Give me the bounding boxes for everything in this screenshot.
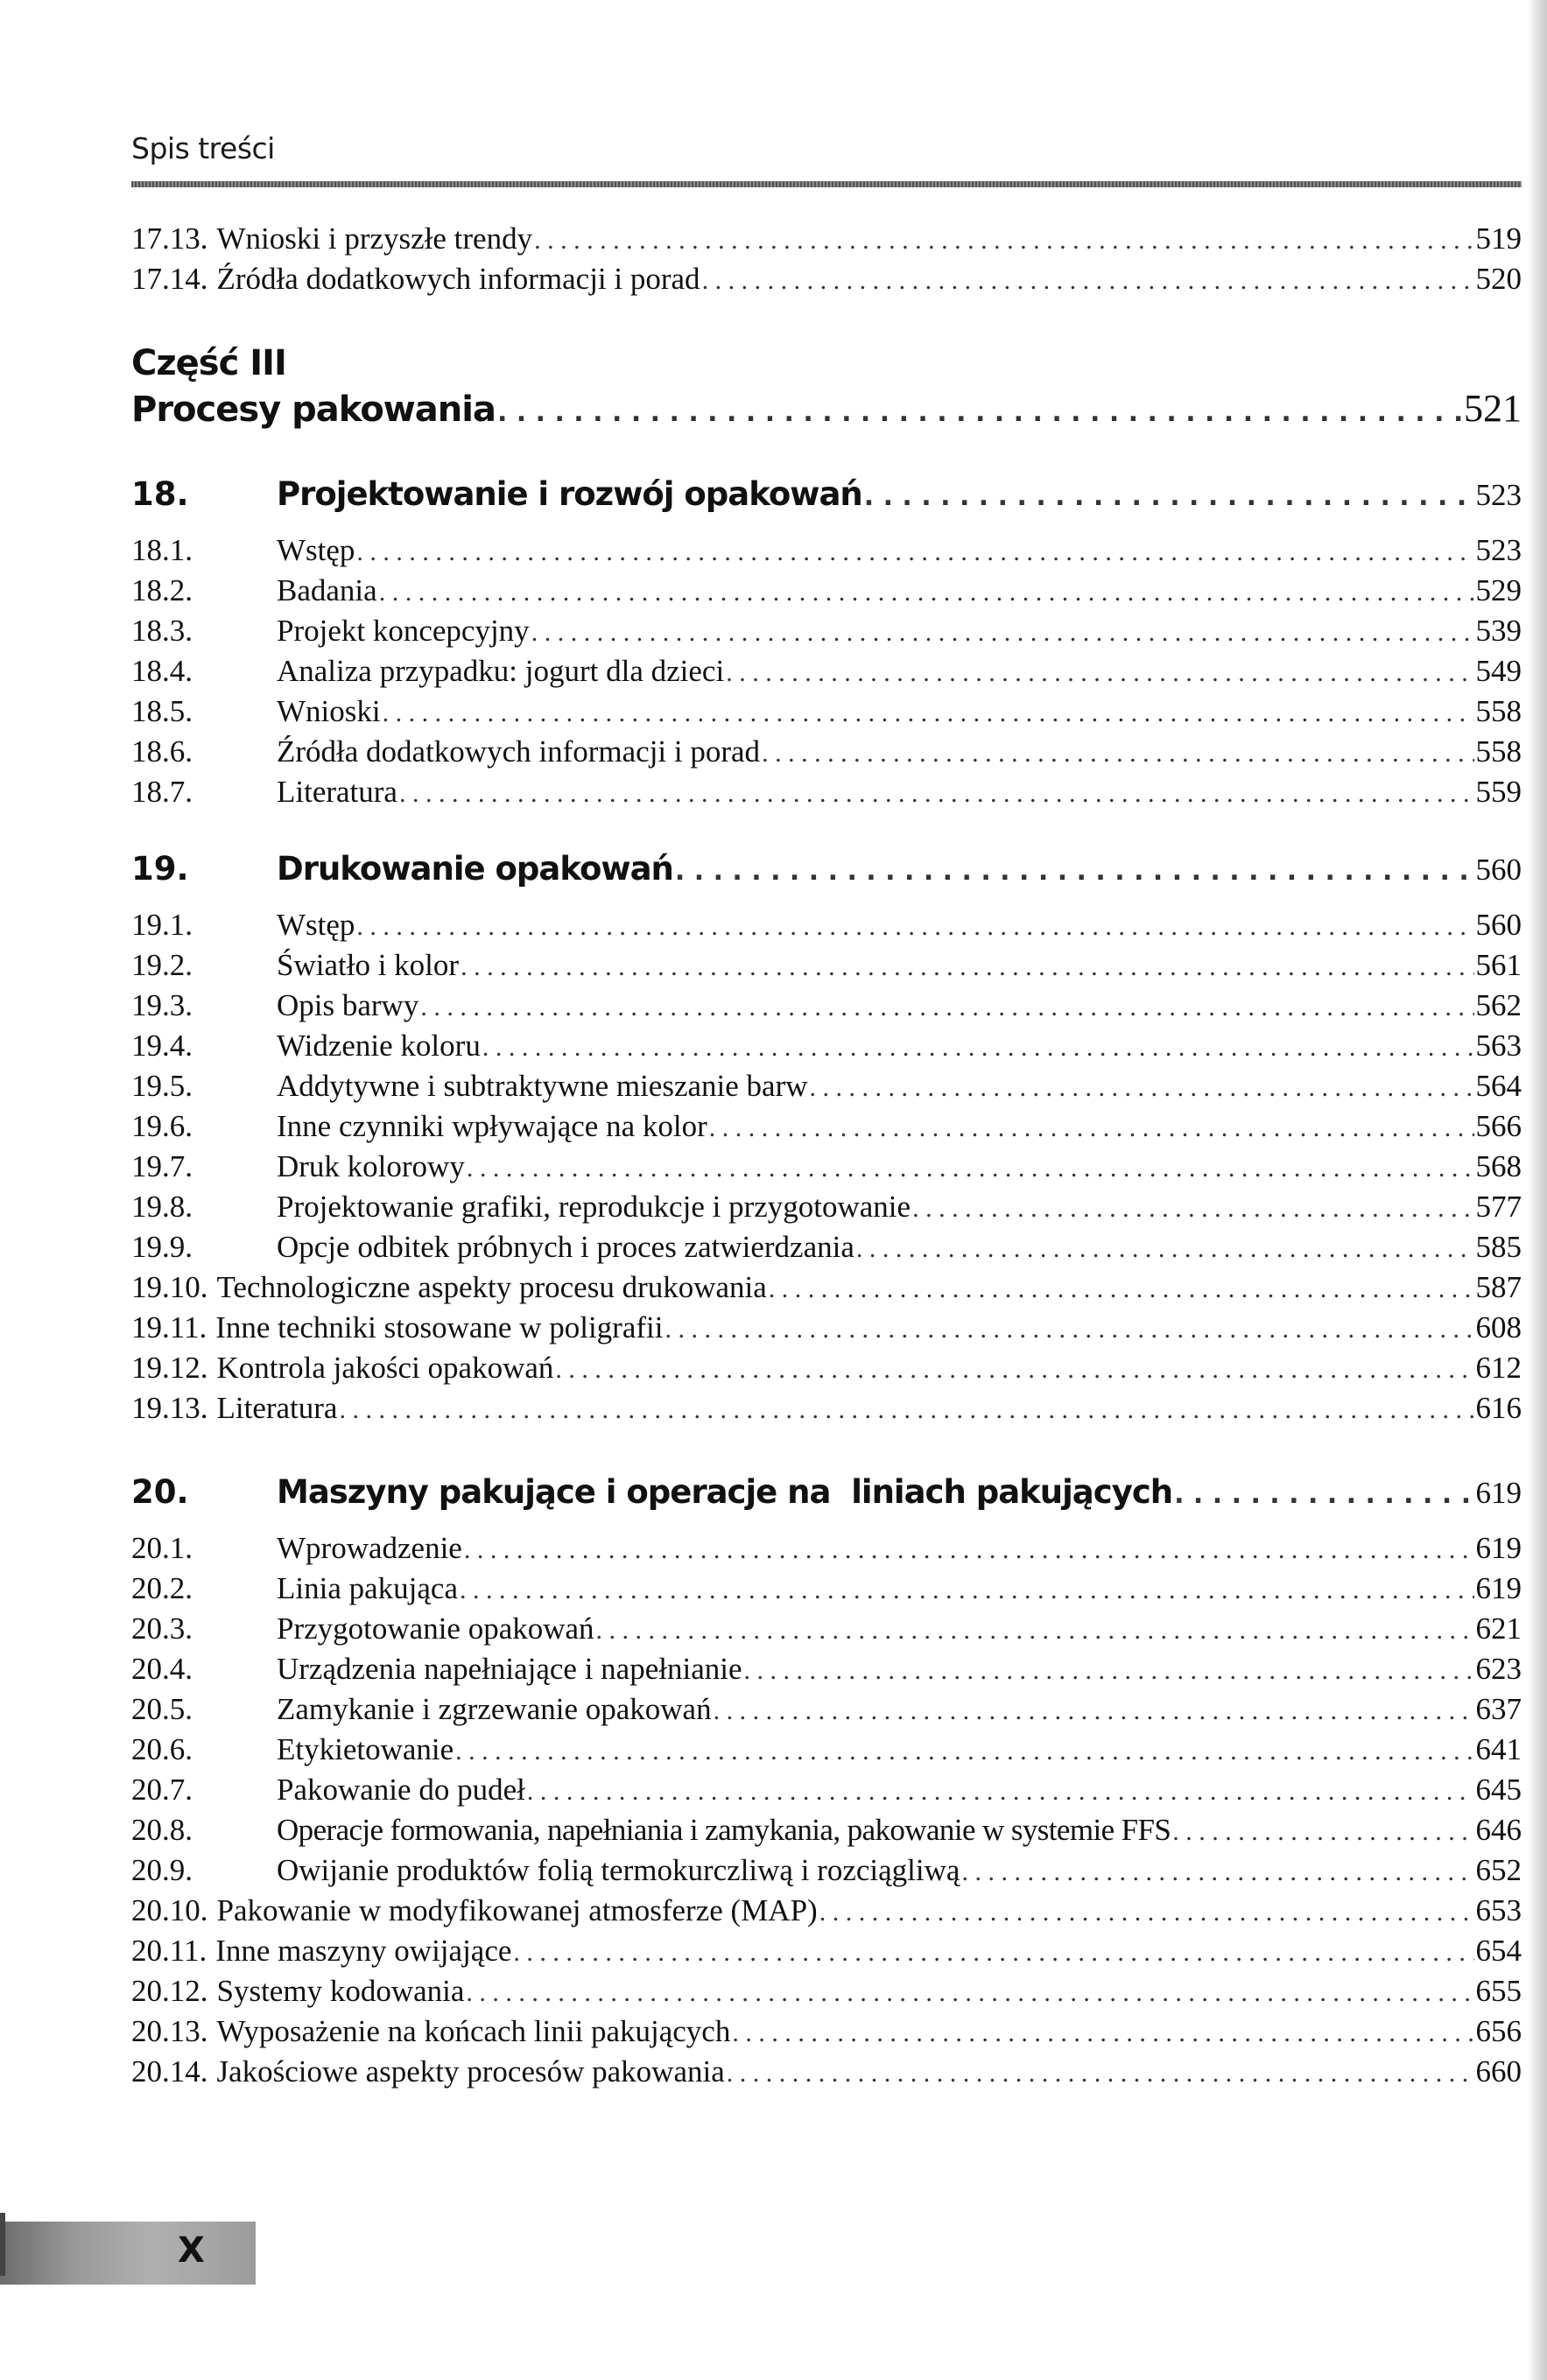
entry-page: 653 — [1475, 1893, 1522, 1927]
folio-tab — [0, 2222, 256, 2285]
entry-number: 20.3. — [131, 1611, 193, 1646]
dot-leader — [912, 1189, 1473, 1229]
dot-leader — [497, 390, 1462, 437]
toc-entry[interactable] — [131, 1106, 1522, 1147]
entry-number: 19.12. — [131, 1351, 208, 1385]
dot-leader — [534, 221, 1473, 261]
entry-number: 20.5. — [131, 1692, 193, 1726]
dot-leader — [461, 947, 1473, 987]
toc-entry[interactable] — [131, 2052, 1522, 2092]
entry-title: Inne techniki stosowane w poligrafii — [215, 1310, 664, 1344]
entry-title: Literatura — [277, 775, 397, 809]
entry-page: 549 — [1475, 654, 1522, 688]
entry-number: 19.13. — [131, 1391, 208, 1425]
toc-entry[interactable] — [131, 530, 1522, 571]
dot-leader — [769, 1269, 1474, 1309]
toc-entry[interactable] — [131, 986, 1522, 1026]
toc-entry[interactable] — [131, 1931, 1522, 1971]
entry-page: 519 — [1475, 221, 1522, 256]
toc-entry[interactable] — [131, 1388, 1522, 1429]
entry-page: 619 — [1475, 1531, 1522, 1565]
chapter-number: 19. — [131, 850, 189, 888]
dot-leader — [466, 1973, 1473, 2013]
chapter-entry[interactable] — [131, 473, 1522, 516]
entry-title: Wprowadzenie — [277, 1531, 462, 1565]
chapter-title: Maszyny pakujące i operacje na liniach pakujących — [277, 1473, 1173, 1511]
header-rule — [131, 181, 1522, 187]
part-page: 521 — [1464, 387, 1522, 430]
table-of-contents — [131, 219, 1522, 2092]
toc-entry[interactable] — [131, 692, 1522, 732]
entry-number: 18.1. — [131, 533, 193, 567]
entry-page: 641 — [1475, 1732, 1522, 1766]
toc-entry[interactable] — [131, 1770, 1522, 1810]
chapter-page: 619 — [1475, 1476, 1522, 1510]
entry-title: Opcje odbitek próbnych i proces zatwierdzania — [277, 1230, 854, 1264]
toc-entry[interactable] — [131, 1569, 1522, 1609]
entry-number: 20.14. — [131, 2054, 208, 2089]
dot-leader — [339, 1390, 1473, 1430]
entry-number: 20.6. — [131, 1732, 193, 1766]
entry-number: 18.7. — [131, 775, 193, 809]
entry-number: 19.11. — [131, 1310, 207, 1344]
entry-title: Wstęp — [277, 533, 355, 567]
dot-leader — [399, 774, 1474, 814]
entry-page: 645 — [1475, 1773, 1522, 1807]
part-title-entry[interactable] — [131, 385, 1522, 432]
entry-title: Linia pakująca — [277, 1571, 458, 1605]
entry-number: 18.6. — [131, 734, 193, 769]
toc-entry[interactable] — [131, 1348, 1522, 1388]
entry-title: Inne czynniki wpływające na kolor — [277, 1109, 707, 1143]
entry-number: 18.4. — [131, 654, 193, 688]
entry-page: 660 — [1475, 2054, 1522, 2089]
dot-leader — [482, 1028, 1474, 1068]
entry-page: 520 — [1475, 262, 1522, 296]
entry-number: 18.2. — [131, 573, 193, 607]
entry-number: 19.5. — [131, 1069, 193, 1103]
toc-entry[interactable] — [131, 1227, 1522, 1267]
entry-page: 621 — [1475, 1611, 1522, 1646]
entry-page: 623 — [1475, 1652, 1522, 1686]
chapter-heading — [131, 473, 1522, 516]
entry-page: 560 — [1475, 908, 1522, 942]
entry-page: 587 — [1475, 1270, 1522, 1304]
toc-entry[interactable] — [131, 1528, 1522, 1569]
dot-leader — [727, 2054, 1474, 2094]
entry-number: 20.11. — [131, 1934, 207, 1968]
toc-entry[interactable] — [131, 1891, 1522, 1931]
dot-leader — [1172, 1812, 1473, 1852]
entry-page: 539 — [1475, 614, 1522, 648]
dot-leader — [555, 1350, 1473, 1390]
entry-page: 562 — [1475, 988, 1522, 1022]
part-title: Procesy pakowania — [131, 390, 496, 430]
part-label: Część III — [131, 343, 286, 383]
entry-title: Światło i kolor — [277, 948, 460, 982]
dot-leader — [460, 1570, 1474, 1611]
entry-number: 20.8. — [131, 1813, 193, 1847]
dot-leader — [356, 532, 1473, 572]
entry-page: 652 — [1475, 1853, 1522, 1887]
entry-number: 20.12. — [131, 1974, 208, 2008]
toc-entry[interactable] — [131, 1147, 1522, 1187]
entry-number: 20.9. — [131, 1853, 193, 1887]
chapter-heading — [131, 1471, 1522, 1514]
toc-entry[interactable] — [131, 1730, 1522, 1770]
dot-leader — [596, 1611, 1474, 1651]
entry-title: Opis barwy — [277, 988, 419, 1022]
chapter-20-sections — [131, 1528, 1522, 2092]
entry-number: 19.2. — [131, 948, 193, 982]
entry-page: 561 — [1475, 948, 1522, 982]
toc-entry[interactable] — [131, 571, 1522, 611]
entry-number: 20.4. — [131, 1652, 193, 1686]
toc-entry[interactable] — [131, 905, 1522, 945]
entry-title: Wyposażenie na końcach linii pakujących — [216, 2014, 731, 2048]
entry-number: 18.3. — [131, 614, 193, 648]
entry-number: 19.3. — [131, 988, 193, 1022]
entry-title: Druk kolorowy — [277, 1149, 465, 1183]
entry-title: Badania — [277, 573, 377, 607]
entry-number: 19.7. — [131, 1149, 193, 1183]
chapter-entry[interactable] — [131, 1471, 1522, 1514]
toc-entry[interactable] — [131, 2011, 1522, 2052]
entry-page: 616 — [1475, 1391, 1522, 1425]
entry-title: Przygotowanie opakowań — [277, 1611, 594, 1646]
entry-page: 577 — [1475, 1190, 1522, 1224]
toc-entry[interactable] — [131, 1850, 1522, 1891]
entry-title: Widzenie koloru — [277, 1029, 481, 1063]
entry-number: 20.13. — [131, 2014, 208, 2048]
chapter-title: Drukowanie opakowań — [277, 850, 673, 888]
entry-title: Pakowanie w modyfikowanej atmosferze (MAP) — [216, 1893, 818, 1927]
entry-number: 19.8. — [131, 1190, 193, 1224]
dot-leader — [702, 261, 1474, 301]
chapter-entry[interactable] — [131, 847, 1522, 891]
entry-title: Źródła dodatkowych informacji i porad — [277, 734, 761, 769]
toc-entry[interactable] — [131, 1066, 1522, 1106]
toc-entry[interactable] — [131, 1971, 1522, 2011]
entry-number: 19.9. — [131, 1230, 193, 1264]
dot-leader — [513, 1933, 1473, 1973]
toc-entry[interactable] — [131, 732, 1522, 772]
entry-title: Operacje formowania, napełniania i zamykania, pakowanie w systemie FFS — [277, 1813, 1171, 1847]
entry-title: Projekt koncepcyjny — [277, 614, 530, 648]
chapter-heading — [131, 847, 1522, 891]
entry-number: 19.4. — [131, 1029, 193, 1063]
entry-number: 20.10. — [131, 1893, 208, 1927]
dot-leader — [961, 1852, 1473, 1892]
toc-entry[interactable] — [131, 651, 1522, 692]
dot-leader — [856, 1229, 1474, 1269]
entry-page: 566 — [1475, 1109, 1522, 1143]
entry-title: Wnioski — [277, 694, 381, 728]
chapter-page: 560 — [1475, 853, 1522, 887]
entry-title: Addytywne i subtraktywne mieszanie barw — [277, 1069, 808, 1103]
entry-page: 656 — [1475, 2014, 1522, 2048]
entry-number: 19.6. — [131, 1109, 193, 1143]
page-number: X — [178, 2230, 205, 2271]
toc-entry[interactable] — [131, 1810, 1522, 1850]
entry-title: Systemy kodowania — [216, 1974, 465, 2008]
entry-page: 585 — [1475, 1230, 1522, 1264]
dot-leader — [819, 1892, 1474, 1933]
entry-title: Wnioski i przyszłe trendy — [216, 221, 533, 256]
entry-title: Inne maszyny owijające — [215, 1934, 512, 1968]
toc-entry[interactable] — [131, 219, 1522, 259]
entry-title: Technologiczne aspekty procesu drukowania — [216, 1270, 767, 1304]
entry-title: Kontrola jakości opakowań — [216, 1351, 554, 1385]
dot-leader — [762, 734, 1473, 774]
running-head: Spis treści — [131, 131, 275, 165]
entry-title: Analiza przypadku: jogurt dla dzieci — [277, 654, 725, 688]
entry-title: Projektowanie grafiki, reprodukcje i przygotowanie — [277, 1190, 911, 1224]
toc-entry[interactable] — [131, 945, 1522, 986]
entry-title: Wstęp — [277, 908, 355, 942]
dot-leader — [810, 1068, 1474, 1108]
entry-page: 655 — [1475, 1974, 1522, 2008]
toc-entry[interactable] — [131, 772, 1522, 812]
entry-page: 619 — [1475, 1571, 1522, 1605]
chapter-page: 523 — [1475, 478, 1522, 512]
dot-leader — [531, 613, 1474, 653]
entry-page: 646 — [1475, 1813, 1522, 1847]
toc-entry[interactable] — [131, 1187, 1522, 1227]
chapter-number: 18. — [131, 475, 189, 513]
part-heading — [131, 341, 1522, 432]
dot-leader — [732, 2013, 1473, 2054]
dot-leader — [420, 987, 1473, 1028]
toc-entry[interactable] — [131, 1026, 1522, 1066]
toc-entry[interactable] — [131, 1689, 1522, 1730]
entry-title: Urządzenia napełniające i napełnianie — [277, 1652, 742, 1686]
dot-leader — [464, 1530, 1474, 1570]
dot-leader — [714, 1691, 1474, 1731]
entry-title: Owijanie produktów folią termokurczliwą i rozciągliwą — [277, 1853, 960, 1887]
dot-leader — [467, 1148, 1474, 1189]
entry-number: 18.5. — [131, 694, 193, 728]
entry-page: 559 — [1475, 775, 1522, 809]
entry-title: Jakościowe aspekty procesów pakowania — [216, 2054, 725, 2089]
dot-leader — [379, 572, 1474, 613]
entry-page: 654 — [1475, 1934, 1522, 1968]
entry-page: 563 — [1475, 1029, 1522, 1063]
entry-page: 637 — [1475, 1692, 1522, 1726]
dot-leader — [356, 907, 1473, 947]
entry-title: Etykietowanie — [277, 1732, 454, 1766]
entry-number: 19.1. — [131, 908, 193, 942]
entry-number: 20.1. — [131, 1531, 193, 1565]
toc-entry[interactable] — [131, 611, 1522, 651]
entry-number: 17.14. — [131, 262, 208, 296]
dot-leader — [527, 1772, 1474, 1812]
dot-leader — [864, 475, 1474, 519]
entry-title: Pakowanie do pudeł — [277, 1773, 525, 1807]
entry-page: 529 — [1475, 573, 1522, 607]
entry-title: Literatura — [216, 1391, 338, 1425]
dot-leader — [726, 653, 1473, 693]
toc-entry[interactable] — [131, 1308, 1522, 1348]
dot-leader — [665, 1309, 1473, 1350]
toc-carryover-group — [131, 219, 1522, 299]
dot-leader — [709, 1108, 1474, 1148]
entry-page: 612 — [1475, 1351, 1522, 1385]
entry-page: 523 — [1475, 533, 1522, 567]
dot-leader — [1174, 1473, 1473, 1517]
entry-page: 608 — [1475, 1310, 1522, 1344]
toc-entry[interactable] — [131, 1267, 1522, 1308]
entry-page: 564 — [1475, 1069, 1522, 1103]
entry-number: 19.10. — [131, 1270, 208, 1304]
toc-entry[interactable] — [131, 1649, 1522, 1689]
entry-title: Zamykanie i zgrzewanie opakowań — [277, 1692, 712, 1726]
entry-title: Źródła dodatkowych informacji i porad — [216, 262, 700, 296]
dot-leader — [383, 693, 1474, 734]
chapter-18-sections — [131, 530, 1522, 812]
toc-entry[interactable] — [131, 259, 1522, 299]
dot-leader — [455, 1731, 1473, 1772]
toc-entry[interactable] — [131, 1609, 1522, 1649]
entry-page: 568 — [1475, 1149, 1522, 1183]
chapter-number: 20. — [131, 1473, 189, 1511]
chapter-19-sections — [131, 905, 1522, 1429]
dot-leader — [744, 1651, 1474, 1691]
entry-number: 17.13. — [131, 221, 208, 256]
page-edge-shadow — [1528, 0, 1547, 2380]
entry-number: 20.2. — [131, 1571, 193, 1605]
entry-number: 20.7. — [131, 1773, 193, 1807]
dot-leader — [675, 850, 1474, 894]
chapter-title: Projektowanie i rozwój opakowań — [277, 475, 862, 513]
entry-page: 558 — [1475, 734, 1522, 769]
entry-page: 558 — [1475, 694, 1522, 728]
